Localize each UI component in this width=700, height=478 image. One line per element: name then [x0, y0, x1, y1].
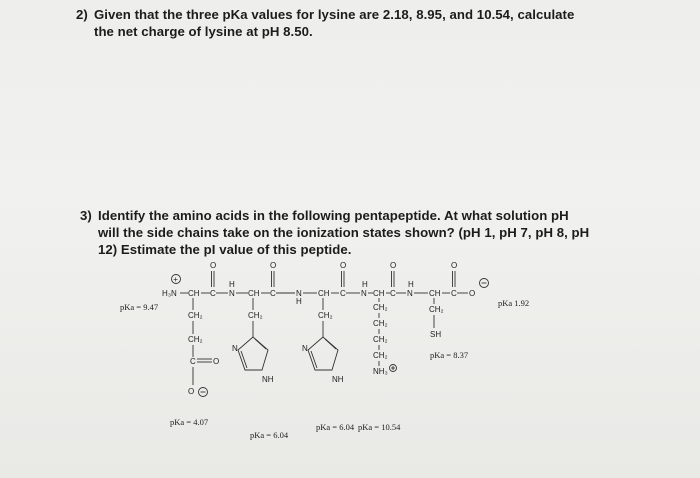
pka-label: pKa = 4.07	[170, 417, 209, 427]
backbone-n: N	[407, 289, 413, 298]
question-number: 2)	[76, 7, 88, 22]
pka-label: pKa = 10.54	[358, 422, 401, 432]
backbone-c: C	[270, 289, 276, 298]
amide-h: H	[229, 280, 235, 289]
carbonyl-group	[451, 261, 457, 287]
backbone-c: C	[390, 289, 396, 298]
svg-text:O: O	[390, 261, 397, 270]
question-number: 3)	[80, 208, 92, 223]
pka-label: pKa = 6.04	[316, 422, 355, 432]
backbone-c: C	[210, 289, 216, 298]
pka-label: pKa = 8.37	[430, 350, 469, 360]
backbone-ch: CH	[429, 289, 441, 298]
backbone-ch: CH	[248, 289, 260, 298]
svg-text:O: O	[210, 261, 217, 270]
question-text-line: Given that the three pKa values for lysine are 2.18, 8.95, and 10.54, calculate	[94, 7, 575, 22]
svg-text:CH₂: CH₂	[373, 351, 388, 360]
question-text-line: Identify the amino acids in the following pentapeptide. At what solution pH	[98, 208, 569, 223]
svg-text:CH₂: CH₂	[188, 311, 203, 320]
backbone-c: C	[340, 289, 346, 298]
svg-text:NH: NH	[332, 375, 344, 384]
carbonyl-group	[270, 261, 276, 287]
svg-text:N: N	[302, 344, 308, 353]
backbone-n: N	[296, 289, 302, 298]
pka-label: pKa = 9.47	[120, 302, 159, 312]
svg-text:O: O	[213, 357, 220, 366]
lysine-side-chain	[373, 298, 397, 376]
svg-text:O: O	[451, 261, 458, 270]
histidine-side-chain	[302, 298, 344, 384]
carbonyl-group	[390, 261, 396, 287]
amide-h: H	[296, 297, 302, 306]
svg-text:O: O	[188, 387, 195, 396]
svg-text:CH₂: CH₂	[248, 311, 263, 320]
aspartate-side-chain	[188, 298, 219, 397]
svg-text:CH₂: CH₂	[373, 335, 388, 344]
amide-h: H	[362, 280, 368, 289]
backbone-ch: CH	[373, 289, 385, 298]
svg-text:O: O	[340, 261, 347, 270]
plus-sign: +	[173, 275, 178, 284]
svg-text:CH₂: CH₂	[318, 311, 333, 320]
cysteine-side-chain	[429, 298, 444, 339]
svg-text:N: N	[232, 344, 238, 353]
carbonyl-group	[340, 261, 346, 287]
svg-text:SH: SH	[430, 330, 442, 339]
question-text-line: 12) Estimate the pI value of this peptide.	[98, 242, 352, 257]
question-text-line: the net charge of lysine at pH 8.50.	[94, 24, 313, 39]
n-terminus-label: H₃N	[162, 289, 177, 298]
svg-text:CH₂: CH₂	[188, 335, 203, 344]
svg-text:CH₂: CH₂	[429, 305, 444, 314]
svg-text:C: C	[190, 357, 196, 366]
c-terminal-o: O	[469, 289, 476, 298]
svg-text:CH₂: CH₂	[373, 303, 388, 312]
svg-text:O: O	[270, 261, 277, 270]
backbone-n: N	[229, 289, 235, 298]
carbonyl-group	[210, 261, 216, 287]
question-text-line: will the side chains take on the ionization states shown? (pH 1, pH 7, pH 8, pH	[98, 225, 590, 240]
amide-h: H	[408, 280, 414, 289]
histidine-side-chain	[232, 298, 274, 384]
backbone-n: N	[361, 289, 367, 298]
backbone-ch: CH	[318, 289, 330, 298]
pka-label: pKa = 6.04	[250, 430, 289, 440]
backbone-c: C	[451, 289, 457, 298]
svg-text:CH₂: CH₂	[373, 319, 388, 328]
svg-text:NH₃: NH₃	[373, 367, 388, 376]
pka-label: pKa 1.92	[498, 298, 530, 308]
svg-text:NH: NH	[262, 375, 274, 384]
backbone-ch: CH	[188, 289, 200, 298]
